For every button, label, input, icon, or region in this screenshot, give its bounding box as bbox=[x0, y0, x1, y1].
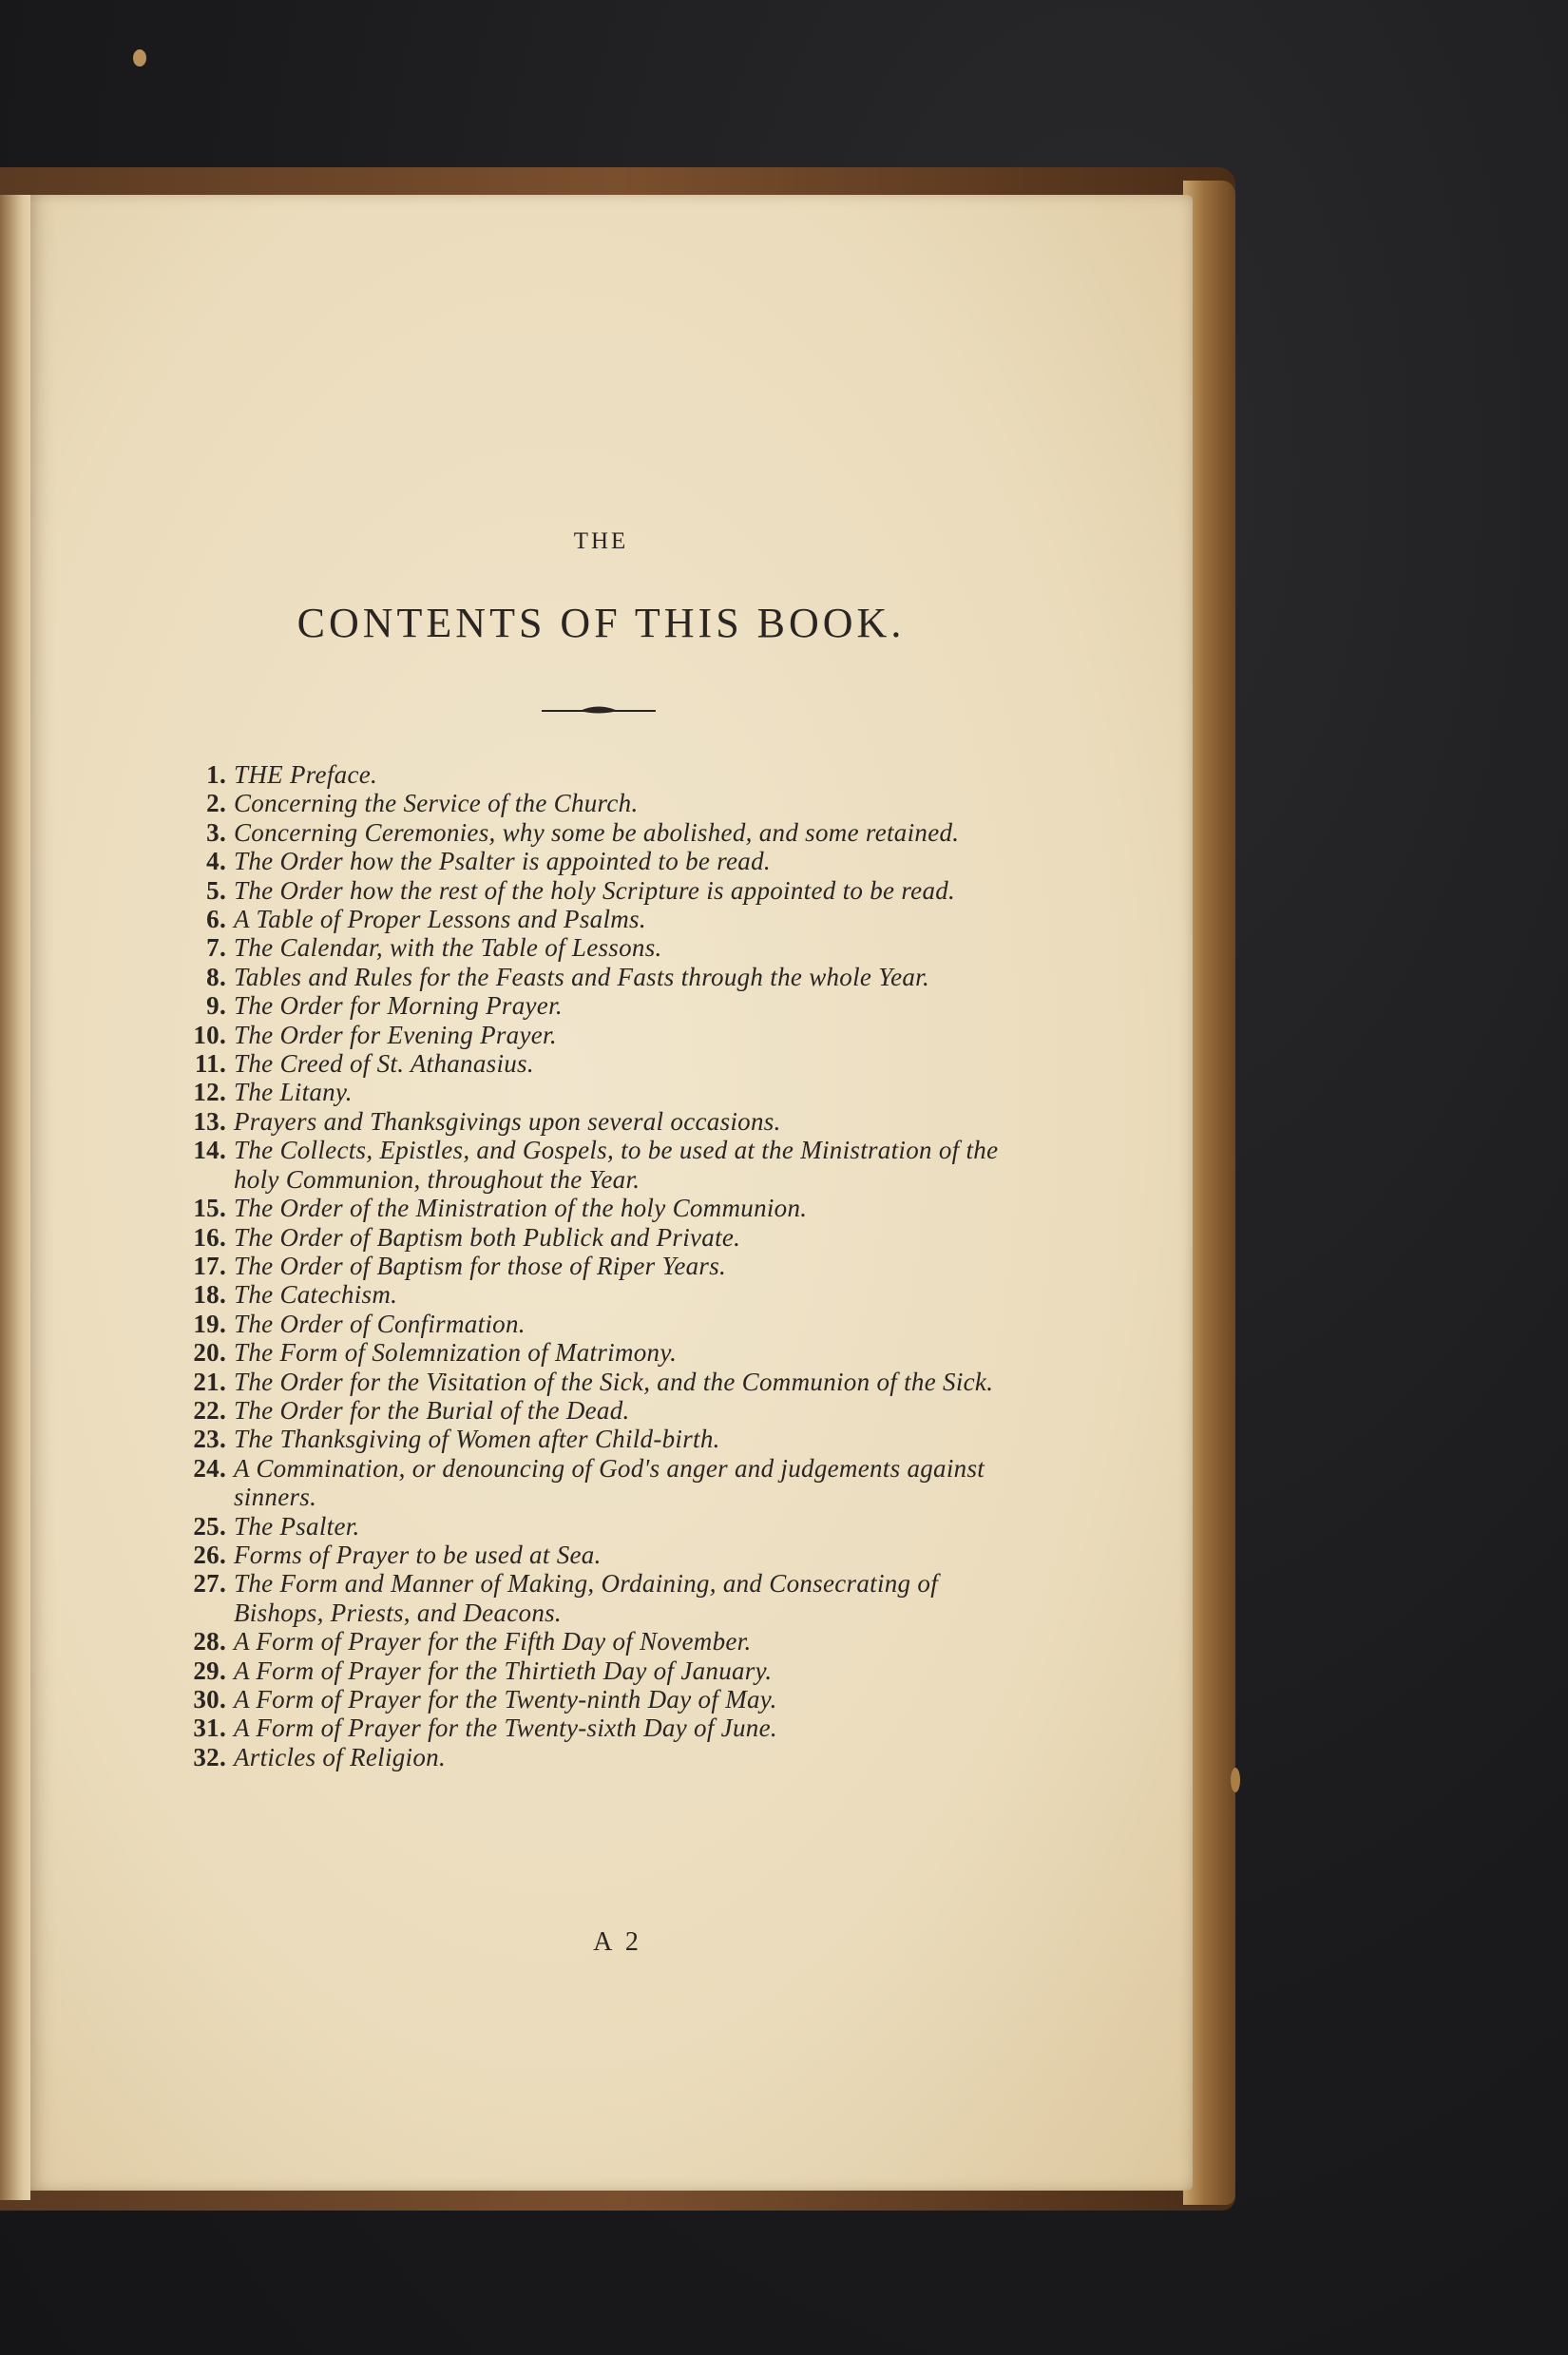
list-item bbox=[171, 1627, 1031, 1656]
list-item bbox=[171, 1512, 1031, 1541]
list-item bbox=[171, 1078, 1031, 1106]
entry-number: 1. bbox=[206, 760, 226, 789]
entry-number: 29. bbox=[193, 1656, 226, 1685]
entry-number: 11. bbox=[194, 1049, 226, 1079]
list-item bbox=[171, 905, 1031, 933]
entry-number: 19. bbox=[193, 1309, 226, 1338]
pre-title: THE bbox=[573, 528, 629, 554]
list-item bbox=[171, 1338, 1031, 1367]
page-title: CONTENTS OF THIS BOOK. bbox=[296, 600, 906, 646]
list-item bbox=[171, 818, 1031, 847]
list-item bbox=[171, 760, 1031, 789]
entry-text: The Psalter. bbox=[234, 1511, 360, 1541]
entry-text: Articles of Religion. bbox=[234, 1742, 447, 1771]
list-item bbox=[171, 1107, 1031, 1136]
entry-number: 2. bbox=[206, 789, 226, 818]
list-item bbox=[171, 933, 1031, 962]
signature-mark: A 2 bbox=[593, 1927, 642, 1957]
entry-text: A Form of Prayer for the Thirtieth Day of January. bbox=[234, 1656, 773, 1685]
entry-text: The Order how the rest of the holy Scripture is appointed to be read. bbox=[234, 875, 956, 905]
list-item bbox=[171, 1368, 1031, 1396]
entry-number: 6. bbox=[206, 905, 226, 934]
contents-list bbox=[171, 760, 1031, 1771]
entry-text: The Creed of St. Athanasius. bbox=[234, 1049, 534, 1079]
entry-text: Concerning the Service of the Church. bbox=[234, 789, 639, 818]
entry-number: 12. bbox=[193, 1078, 226, 1107]
entry-text: Prayers and Thanksgivings upon several occasions. bbox=[234, 1106, 781, 1136]
entry-text: The Order of the Ministration of the holy Communion. bbox=[234, 1194, 808, 1223]
entry-number: 26. bbox=[193, 1540, 226, 1569]
list-item bbox=[171, 1425, 1031, 1453]
list-item bbox=[171, 1136, 1031, 1194]
dust-speck bbox=[1231, 1768, 1240, 1792]
entry-text: The Order for Morning Prayer. bbox=[234, 991, 563, 1021]
entry-text: Tables and Rules for the Feasts and Fasts through the whole Year. bbox=[234, 962, 930, 991]
entry-text: The Order of Baptism for those of Riper Years. bbox=[234, 1251, 727, 1280]
entry-text: The Form of Solemnization of Matrimony. bbox=[234, 1338, 678, 1368]
entry-text: A Form of Prayer for the Fifth Day of November. bbox=[234, 1627, 752, 1656]
entry-number: 24. bbox=[193, 1453, 226, 1483]
list-item bbox=[171, 1021, 1031, 1049]
list-item bbox=[171, 1194, 1031, 1222]
list-item bbox=[171, 1049, 1031, 1078]
entry-text: The Order how the Psalter is appointed to be read. bbox=[234, 847, 771, 876]
list-item bbox=[171, 1252, 1031, 1280]
list-item bbox=[171, 1743, 1031, 1771]
list-item bbox=[171, 1656, 1031, 1685]
entry-number: 5. bbox=[206, 875, 226, 905]
entry-number: 25. bbox=[193, 1511, 226, 1541]
gutter-edge bbox=[0, 195, 30, 2200]
entry-number: 22. bbox=[193, 1395, 226, 1425]
entry-number: 17. bbox=[193, 1251, 226, 1280]
entry-number: 28. bbox=[193, 1627, 226, 1656]
entry-text: A Table of Proper Lessons and Psalms. bbox=[234, 905, 646, 934]
list-item bbox=[171, 1454, 1031, 1512]
entry-text: The Order of Baptism both Publick and Private. bbox=[234, 1222, 741, 1252]
entry-text: The Order for Evening Prayer. bbox=[234, 1020, 557, 1049]
entry-number: 21. bbox=[193, 1367, 226, 1396]
entry-text: The Order of Confirmation. bbox=[234, 1309, 526, 1338]
entry-text: The Catechism. bbox=[234, 1280, 398, 1310]
list-item bbox=[171, 789, 1031, 817]
entry-number: 27. bbox=[193, 1569, 226, 1599]
list-item bbox=[171, 963, 1031, 991]
list-item bbox=[171, 991, 1031, 1020]
entry-text: A Form of Prayer for the Twenty-ninth Day of May. bbox=[234, 1685, 777, 1714]
entry-number: 15. bbox=[193, 1194, 226, 1223]
entry-number: 9. bbox=[206, 991, 226, 1021]
list-item bbox=[171, 1685, 1031, 1714]
list-item bbox=[171, 1280, 1031, 1309]
entry-text: A Commination, or denouncing of God's anger and judgements against sinners. bbox=[234, 1453, 985, 1512]
entry-text: Forms of Prayer to be used at Sea. bbox=[234, 1540, 602, 1569]
entry-text: Concerning Ceremonies, why some be abolished, and some retained. bbox=[234, 817, 960, 847]
entry-number: 18. bbox=[193, 1280, 226, 1310]
entry-number: 8. bbox=[206, 962, 226, 991]
entry-number: 32. bbox=[193, 1742, 226, 1771]
entry-number: 23. bbox=[193, 1425, 226, 1454]
list-item bbox=[171, 1569, 1031, 1627]
entry-text: The Calendar, with the Table of Lessons. bbox=[234, 933, 662, 963]
list-item bbox=[171, 1396, 1031, 1425]
dust-speck bbox=[133, 49, 146, 67]
entry-text: The Thanksgiving of Women after Child-birth. bbox=[234, 1425, 720, 1454]
list-item bbox=[171, 876, 1031, 905]
list-item bbox=[171, 1223, 1031, 1252]
list-item bbox=[171, 847, 1031, 875]
entry-text: The Collects, Epistles, and Gospels, to be used at the Ministration of the holy Communion, throughout the Year. bbox=[234, 1136, 999, 1194]
entry-text: The Order for the Visitation of the Sick, and the Communion of the Sick. bbox=[234, 1367, 994, 1396]
list-item bbox=[171, 1310, 1031, 1338]
list-item bbox=[171, 1541, 1031, 1569]
entry-number: 4. bbox=[206, 847, 226, 876]
entry-number: 30. bbox=[193, 1685, 226, 1714]
entry-text: A Form of Prayer for the Twenty-sixth Day of June. bbox=[234, 1714, 777, 1743]
entry-number: 20. bbox=[193, 1338, 226, 1368]
entry-number: 13. bbox=[193, 1106, 226, 1136]
title-ornament bbox=[542, 701, 656, 720]
entry-number: 7. bbox=[206, 933, 226, 963]
entry-text: The Order for the Burial of the Dead. bbox=[234, 1395, 630, 1425]
entry-number: 31. bbox=[193, 1714, 226, 1743]
entry-text: The Litany. bbox=[234, 1078, 353, 1107]
entry-number: 16. bbox=[193, 1222, 226, 1252]
entry-text: THE Preface. bbox=[234, 760, 378, 789]
entry-text: The Form and Manner of Making, Ordaining, and Consecrating of Bishops, Priests, and Deacons. bbox=[234, 1569, 939, 1627]
entry-number: 10. bbox=[193, 1020, 226, 1049]
entry-number: 14. bbox=[193, 1136, 226, 1165]
list-item bbox=[171, 1714, 1031, 1742]
entry-number: 3. bbox=[206, 817, 226, 847]
